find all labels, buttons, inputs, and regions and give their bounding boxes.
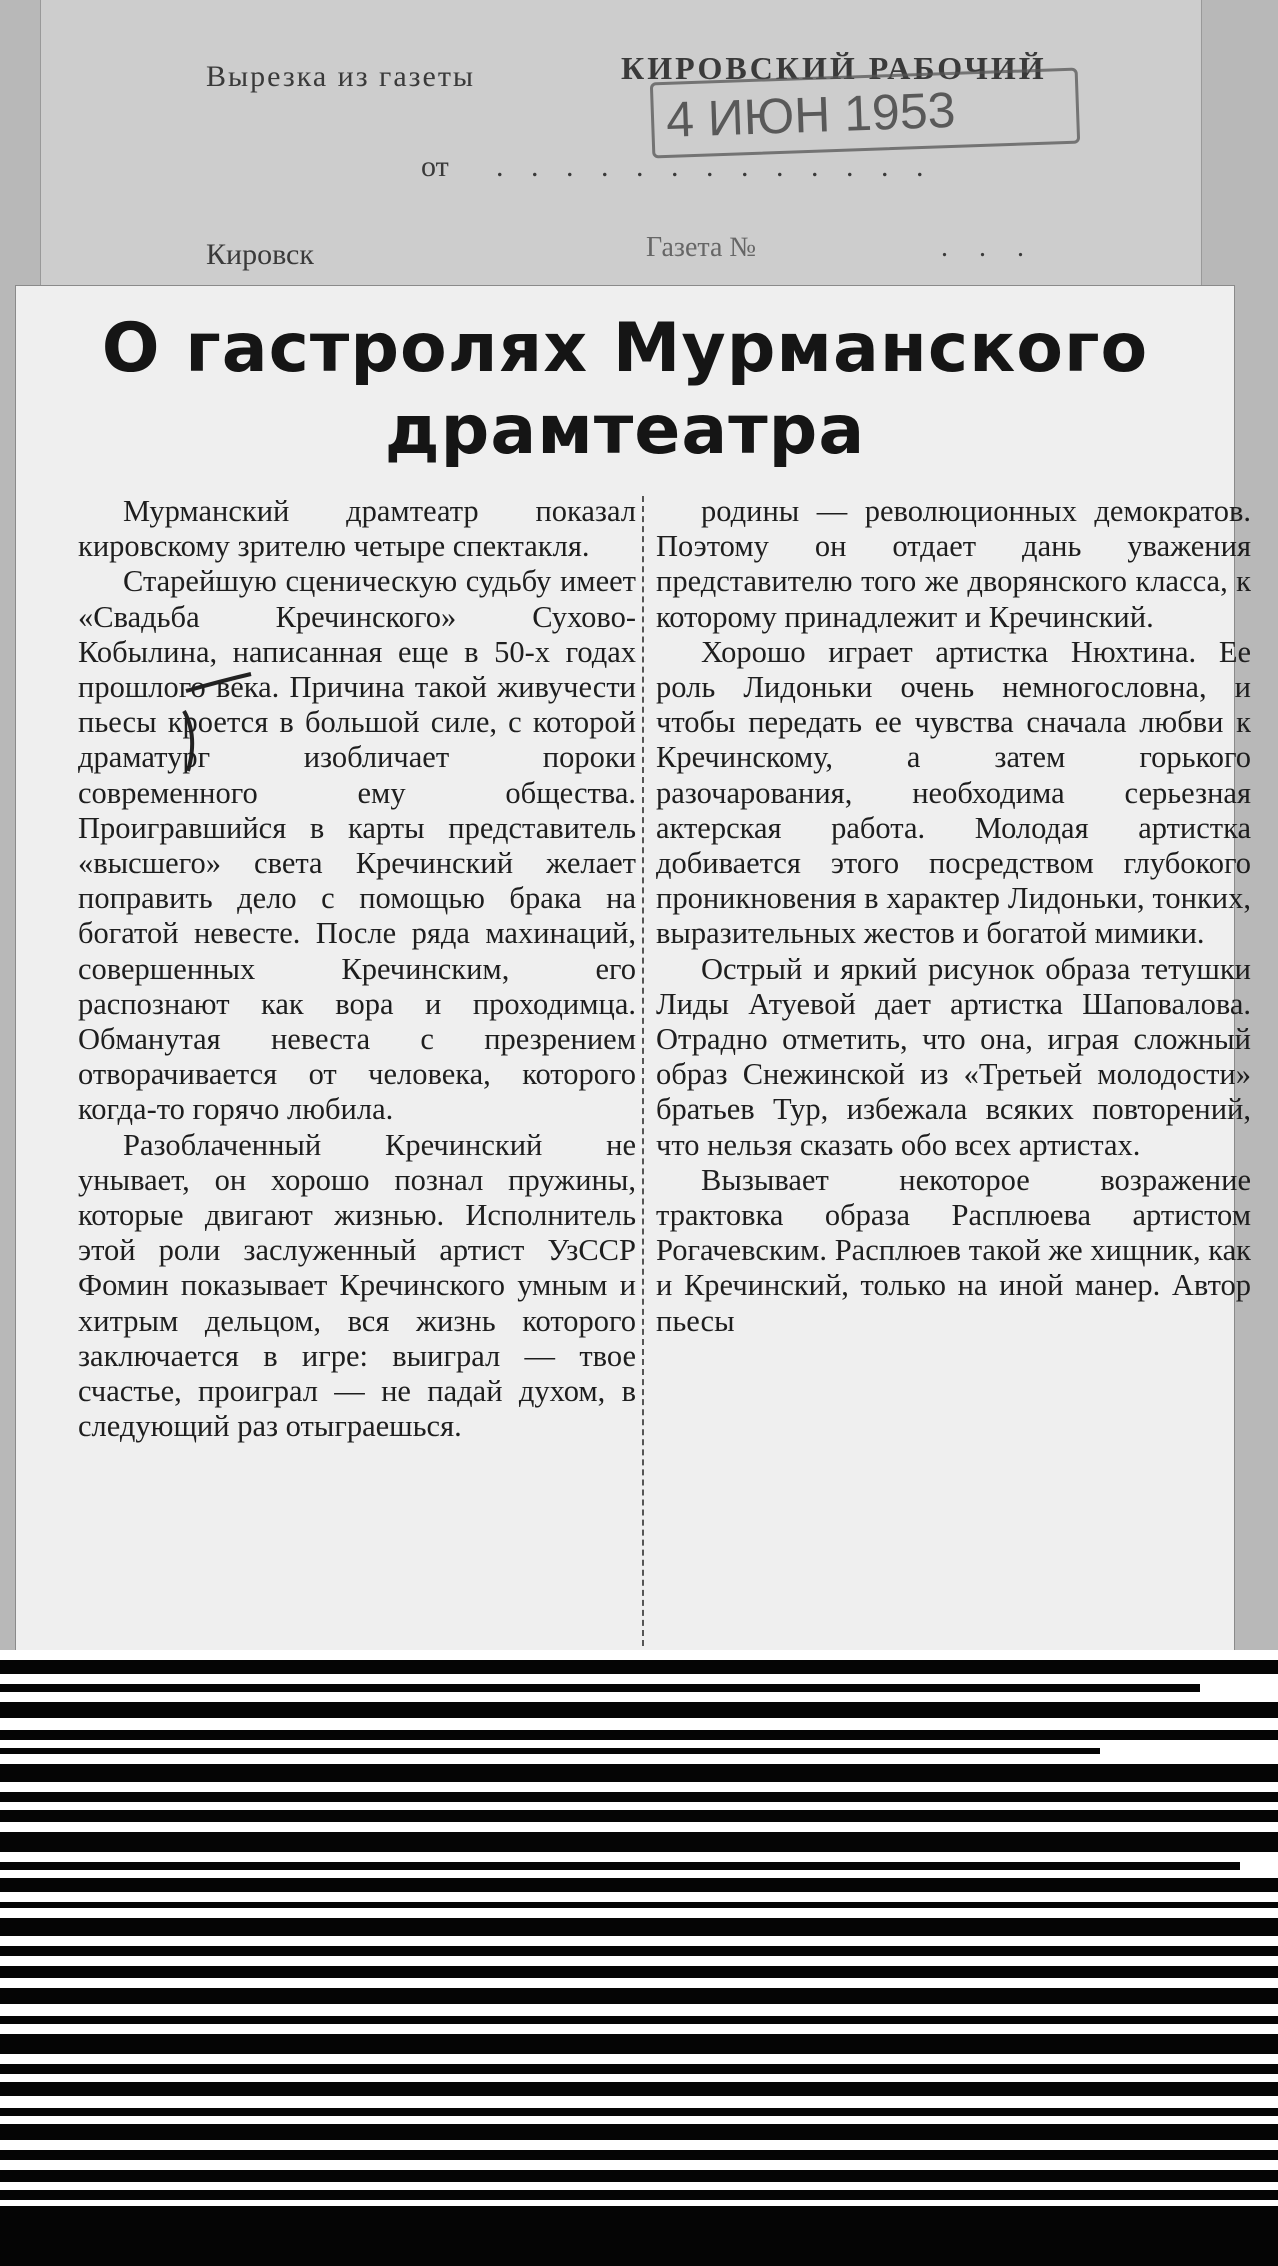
article-paragraph: Мурманский драмтеатр показал кировскому зрителю четыре спектакля.	[78, 494, 636, 564]
redaction-bar	[0, 1862, 1240, 1870]
redaction-bar	[0, 1966, 1278, 1978]
redaction-bar	[0, 2064, 1278, 2074]
from-label: от	[421, 150, 449, 183]
article-paragraph: Вызывает некоторое возражение трактовка образа Расплюева артистом Рогачевским. Расплюев такой же хищник, как и Кречинский, только на иной манер. Автор пьесы	[656, 1162, 1251, 1338]
redaction-bar	[0, 1902, 1278, 1908]
redaction-bar	[0, 2124, 1278, 2140]
redaction-bar	[0, 2170, 1278, 2182]
redaction-bar	[0, 1684, 1200, 1692]
redaction-bar	[0, 1748, 1100, 1754]
issue-dots: . . .	[941, 232, 1036, 263]
article-paragraph: Разоблаченный Кречинский не унывает, он хорошо познал пружины, которые двигают жизнью. Исполнитель этой роли заслуженный артист УзССР Фомин показывает Кречинского умным и хитрым дельцом, вся жизнь которого заключается в игре: выиграл — твое счастье, проиграл — не падай духом, в следующий раз отыграешься.	[78, 1127, 636, 1444]
article-paragraph: Хорошо играет артистка Нюхтина. Ее роль Лидоньки очень немногословна, и чтобы передать ее чувства сначала любви к Кречинскому, а затем горького разочарования, необходима серьезная актерская работа. Молодая артистка добивается этого посредством глубокого проникновения в характер Лидоньки, тонких, выразительных жестов и богатой мимики.	[656, 634, 1251, 951]
from-dots: . . . . . . . . . . . . .	[496, 150, 934, 183]
article-paragraph: родины — революционных демократов. Поэтому он отдает дань уважения представителю того же дворянского класса, к которому принадлежит и Кречинский.	[656, 494, 1251, 634]
redaction-bar	[0, 1988, 1278, 2004]
redaction-bar	[0, 2016, 1278, 2024]
article-left-column	[78, 494, 636, 1646]
newspaper-clipping	[15, 285, 1251, 1652]
redaction-bar	[0, 2082, 1278, 2096]
redaction-bar	[0, 1792, 1278, 1802]
redaction-bar	[0, 1764, 1278, 1782]
article-paragraph: Острый и яркий рисунок образа тетушки Лиды Атуевой дает артистка Шаповалова. Отрадно отметить, что она, играя сложный образ Снежинской из «Третьей молодости» братьев Тур, избежала всяких повторений, что нельзя сказать обо всех артистах.	[656, 951, 1251, 1162]
redacted-area	[0, 1650, 1278, 2266]
redaction-bar	[0, 1660, 1278, 1674]
redaction-bar	[0, 1946, 1278, 1956]
article-paragraph: Старейшую сценическую судьбу имеет «Свадьба Кречинского» Сухово-Кобылина, написанная еще в 50-х годах прошлого века. Причина такой живучести пьесы кроется в большой силе, с которой драматург изобличает пороки современного ему общества. Проигравшийся в карты представитель «высшего» света Кречинский желает поправить дело с помощью брака на богатой невесте. После ряда махинаций, совершенных Кречинским, его распознают как вора и проходимца. Обманутая невеста с презрением отворачивается от человека, которого когда-то горячо любила.	[78, 564, 636, 1127]
article-title: О гастролях Мурманского драмтеатра	[101, 309, 1149, 470]
column-divider	[642, 496, 644, 1646]
article-right-column	[656, 494, 1251, 1646]
redaction-bar	[0, 1878, 1278, 1892]
redaction-bar	[0, 1918, 1278, 1936]
issue-label: Газета №	[646, 232, 757, 263]
redaction-bar	[0, 1810, 1278, 1822]
clipping-header	[40, 0, 1202, 290]
redaction-bar	[0, 2034, 1278, 2054]
redaction-bar	[0, 2190, 1278, 2200]
clipping-label: Вырезка из газеты	[206, 60, 476, 93]
redaction-bar	[0, 2108, 1278, 2116]
redaction-bar	[0, 1702, 1278, 1718]
redaction-bar	[0, 2206, 1278, 2266]
redaction-bar	[0, 1832, 1278, 1852]
city-label: Кировск	[206, 238, 314, 271]
redaction-bar	[0, 1730, 1278, 1740]
newspaper-name: КИРОВСКИЙ РАБОЧИЙ	[621, 50, 1047, 86]
redaction-bar	[0, 2150, 1278, 2160]
date-stamp: 4 ИЮН 1953	[650, 68, 1080, 159]
